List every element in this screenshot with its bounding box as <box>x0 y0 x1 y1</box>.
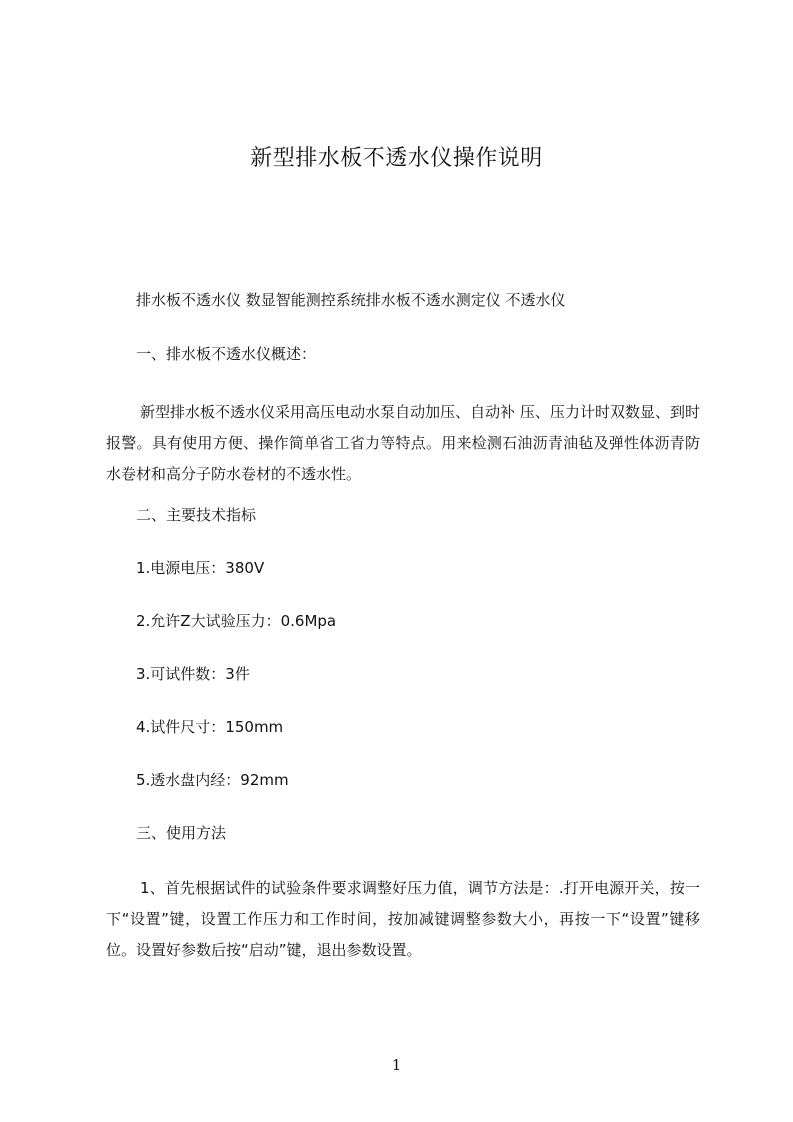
spec-item: 2.允许Z大试验压力：0.6Mpa <box>136 612 337 630</box>
section-heading-specs: 二、主要技术指标 <box>136 506 257 524</box>
spec-item: 3.可试件数：3件 <box>136 665 250 683</box>
overview-paragraph: 新型排水板不透水仪采用高压电动水泵自动加压、自动补 压、压力计时双数显、到时报警。具有使用方便、操作简单省工省力等特点。用来检测石油沥青油毡及弹性体沥青防水卷材和高分子防水卷材的不透水性。 <box>106 403 700 483</box>
spec-item: 1.电源电压：380V <box>136 559 265 577</box>
page-number: 1 <box>391 1056 402 1074</box>
spec-item: 5.透水盘内经：92mm <box>136 771 289 789</box>
section-heading-overview: 一、排水板不透水仪概述： <box>136 345 317 363</box>
section-heading-usage: 三、使用方法 <box>136 824 227 842</box>
spec-item: 4.试件尺寸：150mm <box>136 718 284 736</box>
subtitle-line: 排水板不透水仪 数显智能测控系统排水板不透水测定仪 不透水仪 <box>136 291 566 309</box>
document-title: 新型排水板不透水仪操作说明 <box>250 146 543 171</box>
usage-paragraph: 1、首先根据试件的试验条件要求调整好压力值，调节方法是：.打开电源开关，按一下“设置”键，设置工作压力和工作时间，按加减键调整参数大小，再按一下“设置”键移位。设置好参数后按“启动”键，退出参数设置。 <box>106 879 700 959</box>
